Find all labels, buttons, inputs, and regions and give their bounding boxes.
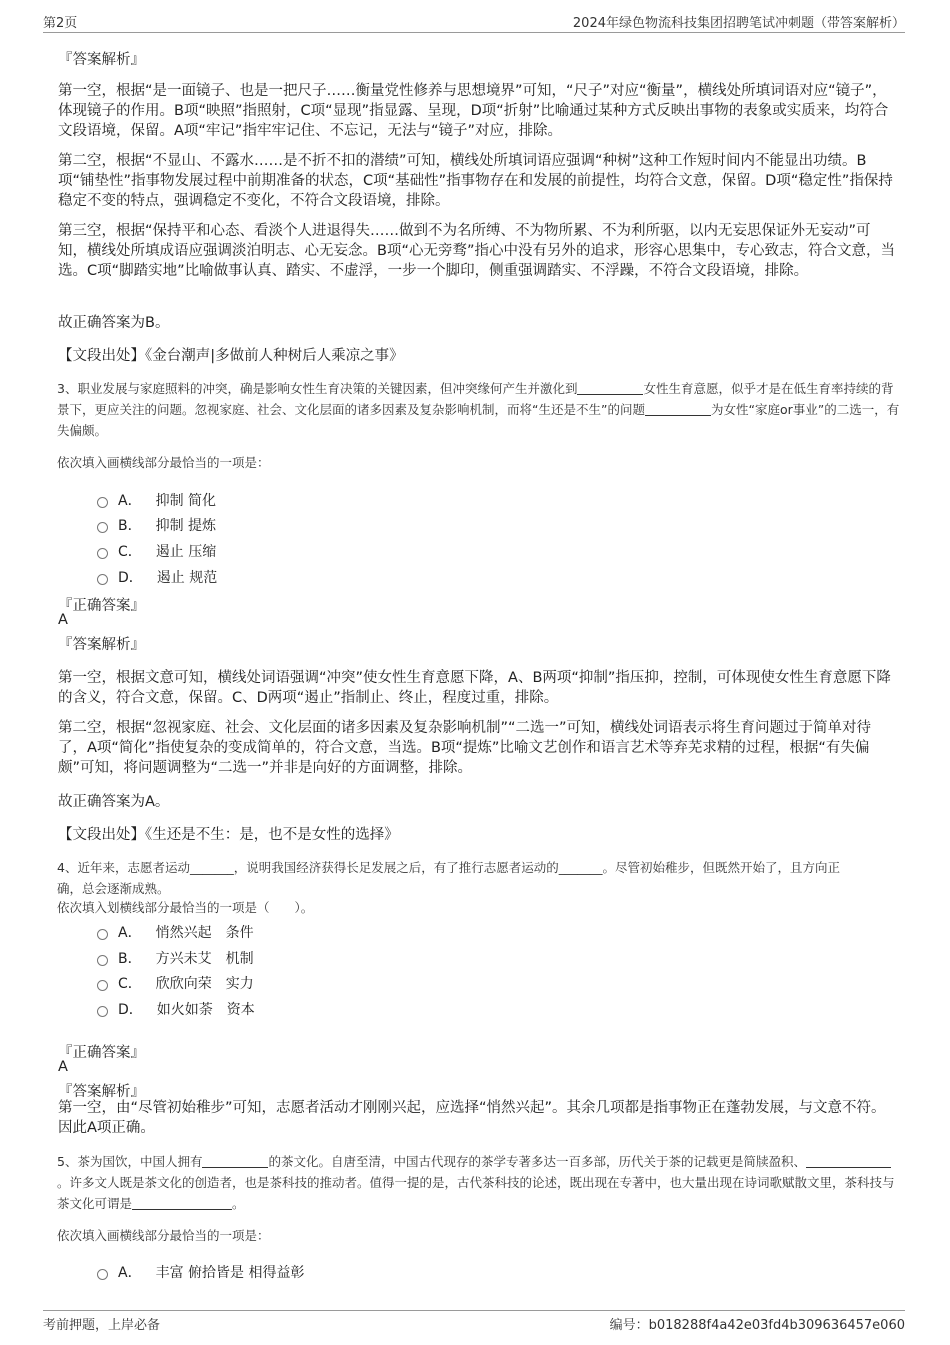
- radio-icon: [97, 497, 108, 508]
- q4-answer: A: [58, 1059, 68, 1075]
- q4-analysis: 第一空，由“尽管初始稚步”可知，志愿者活动才刚刚兴起，应选择“悄然兴起”。其余几项都是指事物正在蓬勃发展，与文意不符。因此A项正确。: [58, 1100, 886, 1136]
- header-rule: [43, 32, 905, 33]
- q2-source: 【文段出处】《金台潮声|多做前人种树后人乘凉之事》: [58, 348, 404, 364]
- footer-serial: 编号：b018288f4a42e03fd4b309636457e060: [609, 1318, 905, 1333]
- q4-option-c[interactable]: C． 欣欣向荣 实力: [97, 973, 254, 993]
- q3-instruction: 依次填入画横线部分最恰当的一项是：: [57, 455, 270, 470]
- q2-analysis-p2: 第二空，根据“不显山、不露水……是不折不扣的潜绩”可知，横线处所填词语应强调“种树”这种工作短时间内不能显出功绩。B项“铺垫性”指事物发展过程中前期准备的状态，C项“基础性”指事物存在和发展的前提性，均符合文意，保留。D项“稳定性”指保持稳定不变的特点，强调稳定不变化，不符合文段语境，排除。: [58, 153, 893, 209]
- radio-icon: [97, 1269, 108, 1280]
- q3-option-c[interactable]: C． 遏止 压缩: [97, 541, 216, 561]
- radio-icon: [97, 929, 108, 940]
- q4-instruction: 依次填入划横线部分最恰当的一项是（ ）。: [57, 900, 314, 915]
- q4-option-a[interactable]: A． 悄然兴起 条件: [97, 922, 254, 942]
- q2-analysis-p1: 第一空，根据“是一面镜子、也是一把尺子……衡量党性修养与思想境界”可知，“尺子”对应“衡量”，横线处所填词语对应“镜子”，体现镜子的作用。B项“映照”指照射，C项“显现”指显露、呈现，D项“折射”比喻通过某种方式反映出事物的表象或实质来，均符合文段语境，保留。A项“牢记”指牢牢记住、不忘记，无法与“镜子”对应，排除。: [58, 83, 889, 139]
- q3-analysis-tag: 『答案解析』: [58, 637, 145, 653]
- q3-conclusion: 故正确答案为A。: [58, 794, 170, 810]
- q5-option-a[interactable]: A． 丰富 俯拾皆是 相得益彰: [97, 1262, 304, 1282]
- q3-source: 【文段出处】《生还是不生：是，也不是女性的选择》: [58, 827, 399, 843]
- q3-analysis-p2: 第二空，根据“忽视家庭、社会、文化层面的诸多因素及复杂影响机制”“二选一”可知，横线处词语表示将生育问题过于简单对待了，A项“简化”指使复杂的变成简单的，符合文意，当选。B项“提炼”比喻文艺创作和语言艺术等弃芜求精的过程，根据“有失偏颇”可知，将问题调整为“二选一”并非是向好的方面调整，排除。: [58, 720, 872, 776]
- q4-answer-tag: 『正确答案』: [58, 1045, 145, 1061]
- radio-icon: [97, 980, 108, 991]
- q2-conclusion: 故正确答案为B。: [58, 315, 170, 331]
- q3-option-b[interactable]: B． 抑制 提炼: [97, 515, 216, 535]
- q2-analysis-tag: 『答案解析』: [58, 52, 145, 68]
- q3-answer-tag: 『正确答案』: [58, 598, 145, 614]
- q4-option-b[interactable]: B． 方兴未艾 机制: [97, 948, 254, 968]
- q4-analysis-tag: 『答案解析』: [58, 1084, 145, 1100]
- q2-analysis-p3: 第三空，根据“保持平和心态、看淡个人进退得失……做到不为名所缚、不为物所累、不为利所驱，以内无妄思保证外无妄动”可知，横线处所填成语应强调淡泊明志、心无妄念。B项“心无旁骛”指心中没有另外的追求，形容心思集中，专心致志，符合文意，当选。C项“脚踏实地”比喻做事认真、踏实、不虚浮，一步一个脚印，侧重强调踏实、不浮躁，不符合文段语境，排除。: [58, 223, 895, 279]
- page-number: 第2页: [43, 16, 78, 31]
- q4-stem: 4、近年来，志愿者运动_______，说明我国经济获得长足发展之后，有了推行志愿者运动的_______。尽管初始稚步，但既然开始了，且方向正 确，总会逐渐成熟。: [57, 860, 840, 896]
- radio-icon: [97, 1006, 108, 1017]
- radio-icon: [97, 548, 108, 559]
- radio-icon: [97, 955, 108, 966]
- q5-instruction: 依次填入画横线部分最恰当的一项是：: [57, 1228, 270, 1243]
- q5-stem: 5、茶为国饮，中国人拥有 的茶文化。自唐至清，中国古代现存的茶学专著多达一百多部，历代关于茶的记载更是简牍盈积、。许多文人既是茶文化的创造者，也是茶科技的推动者。值得一提的是，古代茶科技的论述，既出现在专著中，也大量出现在诗词歌赋散文里，茶科技与茶文化可谓是 。: [57, 1154, 895, 1211]
- footer-rule: [43, 1310, 905, 1311]
- q3-analysis-p1: 第一空，根据文意可知，横线处词语强调“冲突”使女性生育意愿下降，A、B两项“抑制”指压抑，控制，可体现使女性生育意愿下降的含义，符合文意，保留。C、D两项“遏止”指制止、终止，程度过重，排除。: [58, 670, 891, 706]
- q3-stem: 3、职业发展与家庭照料的冲突，确是影响女性生育决策的关键因素，但冲突缘何产生并激化到 女性生育意愿，似乎才是在低生育率持续的背景下，更应关注的问题。忽视家庭、社会、文化层面的诸多因素及复杂影响机制，而将“生还是不生”的问题 为女性“家庭or事业”的二选一，有失偏颇。: [57, 381, 900, 438]
- radio-icon: [97, 574, 108, 585]
- radio-icon: [97, 522, 108, 533]
- q4-option-d[interactable]: D． 如火如荼 资本: [97, 999, 255, 1019]
- q3-answer: A: [58, 612, 68, 628]
- q3-option-d[interactable]: D． 遏止 规范: [97, 567, 217, 587]
- document-title: 2024年绿色物流科技集团招聘笔试冲刺题（带答案解析）: [572, 16, 905, 31]
- q3-option-a[interactable]: A． 抑制 简化: [97, 490, 216, 510]
- footer-slogan: 考前押题，上岸必备: [43, 1318, 161, 1333]
